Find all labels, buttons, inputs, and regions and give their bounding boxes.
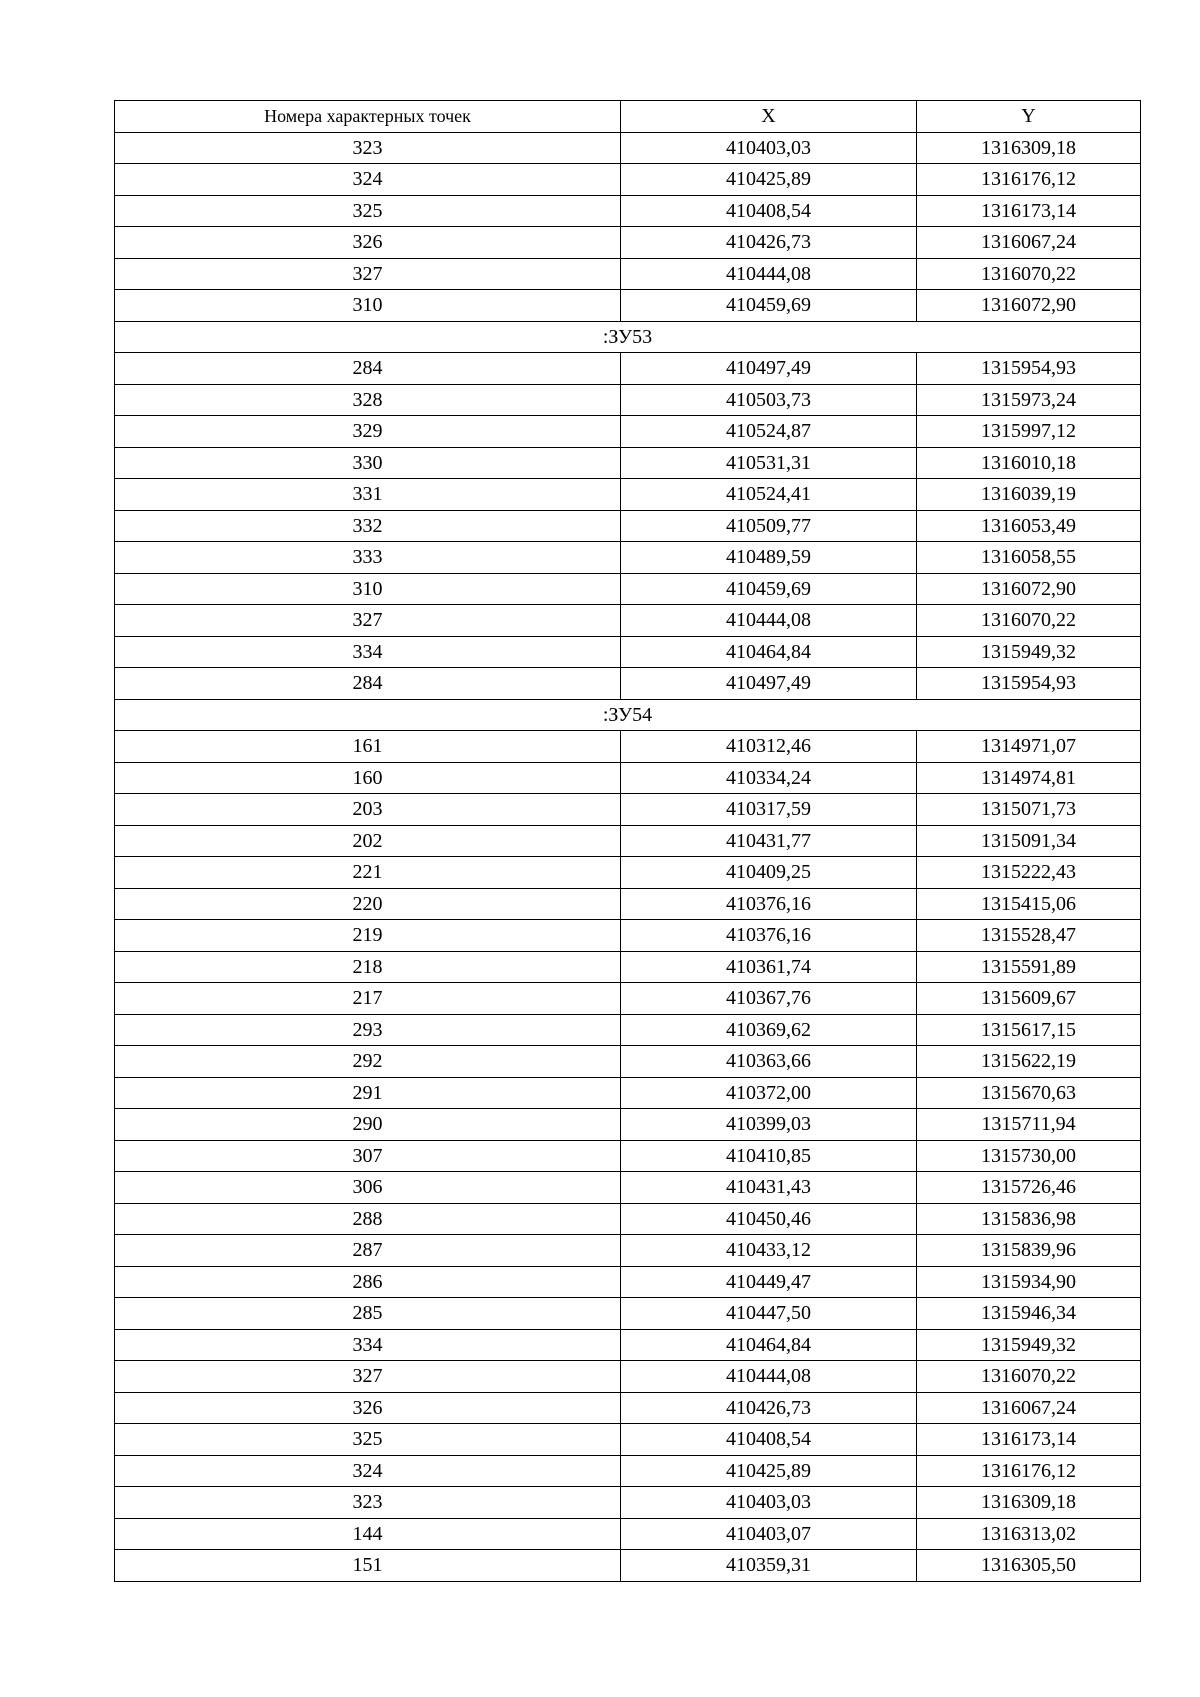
- cell-point-number: 325: [115, 1424, 621, 1456]
- table-row: [115, 227, 1141, 259]
- cell-y: 1316176,12: [917, 164, 1141, 196]
- cell-y: 1316309,18: [917, 1487, 1141, 1519]
- cell-point-number: 220: [115, 888, 621, 920]
- table-row: [115, 1298, 1141, 1330]
- header-x: X: [621, 101, 917, 133]
- cell-y: 1316072,90: [917, 290, 1141, 322]
- cell-x: 410524,41: [621, 479, 917, 511]
- table-row: [115, 983, 1141, 1015]
- cell-y: 1316173,14: [917, 1424, 1141, 1456]
- cell-y: 1316067,24: [917, 1392, 1141, 1424]
- cell-point-number: 328: [115, 384, 621, 416]
- cell-point-number: 324: [115, 164, 621, 196]
- cell-x: 410426,73: [621, 1392, 917, 1424]
- table-row: [115, 164, 1141, 196]
- cell-point-number: 290: [115, 1109, 621, 1141]
- section-label: :ЗУ53: [115, 321, 1141, 353]
- cell-x: 410410,85: [621, 1140, 917, 1172]
- table-row: [115, 1329, 1141, 1361]
- table-row: [115, 479, 1141, 511]
- cell-y: 1315528,47: [917, 920, 1141, 952]
- table-row: [115, 195, 1141, 227]
- cell-x: 410459,69: [621, 290, 917, 322]
- cell-x: 410489,59: [621, 542, 917, 574]
- table-row: [115, 1203, 1141, 1235]
- cell-point-number: 310: [115, 290, 621, 322]
- cell-y: 1316039,19: [917, 479, 1141, 511]
- table-row: [115, 132, 1141, 164]
- cell-x: 410497,49: [621, 668, 917, 700]
- table-row: [115, 573, 1141, 605]
- table-row: [115, 290, 1141, 322]
- cell-y: 1315946,34: [917, 1298, 1141, 1330]
- cell-x: 410464,84: [621, 636, 917, 668]
- cell-x: 410464,84: [621, 1329, 917, 1361]
- cell-point-number: 307: [115, 1140, 621, 1172]
- cell-x: 410497,49: [621, 353, 917, 385]
- table-row: [115, 542, 1141, 574]
- table-row: [115, 1046, 1141, 1078]
- cell-x: 410403,03: [621, 1487, 917, 1519]
- header-y: Y: [917, 101, 1141, 133]
- cell-y: 1316010,18: [917, 447, 1141, 479]
- cell-y: 1315730,00: [917, 1140, 1141, 1172]
- table-body: [115, 132, 1141, 1581]
- cell-point-number: 331: [115, 479, 621, 511]
- table-row: [115, 353, 1141, 385]
- cell-y: 1315617,15: [917, 1014, 1141, 1046]
- cell-point-number: 326: [115, 1392, 621, 1424]
- cell-y: 1315222,43: [917, 857, 1141, 889]
- cell-point-number: 144: [115, 1518, 621, 1550]
- cell-y: 1315949,32: [917, 1329, 1141, 1361]
- cell-x: 410369,62: [621, 1014, 917, 1046]
- table-row: [115, 384, 1141, 416]
- cell-y: 1316305,50: [917, 1550, 1141, 1582]
- cell-x: 410531,31: [621, 447, 917, 479]
- cell-point-number: 284: [115, 353, 621, 385]
- cell-x: 410372,00: [621, 1077, 917, 1109]
- cell-point-number: 327: [115, 258, 621, 290]
- cell-point-number: 288: [115, 1203, 621, 1235]
- table-row: [115, 1487, 1141, 1519]
- cell-point-number: 160: [115, 762, 621, 794]
- cell-y: 1315954,93: [917, 668, 1141, 700]
- cell-point-number: 310: [115, 573, 621, 605]
- cell-x: 410433,12: [621, 1235, 917, 1267]
- cell-y: 1315622,19: [917, 1046, 1141, 1078]
- cell-x: 410444,08: [621, 258, 917, 290]
- cell-x: 410425,89: [621, 1455, 917, 1487]
- table-row: [115, 1424, 1141, 1456]
- table-row: [115, 1235, 1141, 1267]
- table-row: [115, 668, 1141, 700]
- cell-x: 410363,66: [621, 1046, 917, 1078]
- table-row: [115, 416, 1141, 448]
- cell-point-number: 325: [115, 195, 621, 227]
- cell-x: 410459,69: [621, 573, 917, 605]
- cell-x: 410509,77: [621, 510, 917, 542]
- cell-point-number: 284: [115, 668, 621, 700]
- table-row: [115, 1140, 1141, 1172]
- cell-point-number: 306: [115, 1172, 621, 1204]
- cell-point-number: 285: [115, 1298, 621, 1330]
- table-row: [115, 825, 1141, 857]
- cell-y: 1316173,14: [917, 195, 1141, 227]
- cell-y: 1315670,63: [917, 1077, 1141, 1109]
- table-row: [115, 857, 1141, 889]
- cell-point-number: 327: [115, 1361, 621, 1393]
- cell-x: 410426,73: [621, 227, 917, 259]
- cell-point-number: 327: [115, 605, 621, 637]
- cell-x: 410317,59: [621, 794, 917, 826]
- cell-x: 410444,08: [621, 1361, 917, 1393]
- cell-y: 1316176,12: [917, 1455, 1141, 1487]
- cell-point-number: 329: [115, 416, 621, 448]
- cell-y: 1315726,46: [917, 1172, 1141, 1204]
- cell-x: 410312,46: [621, 731, 917, 763]
- cell-point-number: 151: [115, 1550, 621, 1582]
- table-row: [115, 1014, 1141, 1046]
- cell-y: 1316058,55: [917, 542, 1141, 574]
- cell-x: 410425,89: [621, 164, 917, 196]
- section-row: [115, 699, 1141, 731]
- table-row: [115, 920, 1141, 952]
- cell-y: 1315839,96: [917, 1235, 1141, 1267]
- cell-x: 410524,87: [621, 416, 917, 448]
- section-label: :ЗУ54: [115, 699, 1141, 731]
- header-row: [115, 101, 1141, 133]
- cell-y: 1316067,24: [917, 227, 1141, 259]
- cell-y: 1315954,93: [917, 353, 1141, 385]
- cell-x: 410444,08: [621, 605, 917, 637]
- cell-y: 1316309,18: [917, 132, 1141, 164]
- cell-point-number: 323: [115, 1487, 621, 1519]
- cell-point-number: 217: [115, 983, 621, 1015]
- cell-y: 1315091,34: [917, 825, 1141, 857]
- table-row: [115, 1392, 1141, 1424]
- table-row: [115, 1109, 1141, 1141]
- cell-point-number: 334: [115, 636, 621, 668]
- cell-x: 410376,16: [621, 888, 917, 920]
- cell-x: 410449,47: [621, 1266, 917, 1298]
- coordinates-table: [114, 100, 1141, 1582]
- cell-x: 410367,76: [621, 983, 917, 1015]
- cell-y: 1316070,22: [917, 1361, 1141, 1393]
- cell-point-number: 203: [115, 794, 621, 826]
- cell-x: 410447,50: [621, 1298, 917, 1330]
- cell-point-number: 333: [115, 542, 621, 574]
- cell-y: 1315609,67: [917, 983, 1141, 1015]
- cell-y: 1314971,07: [917, 731, 1141, 763]
- table-row: [115, 731, 1141, 763]
- table-row: [115, 951, 1141, 983]
- cell-x: 410409,25: [621, 857, 917, 889]
- table-row: [115, 510, 1141, 542]
- cell-point-number: 161: [115, 731, 621, 763]
- cell-y: 1314974,81: [917, 762, 1141, 794]
- cell-point-number: 326: [115, 227, 621, 259]
- section-row: [115, 321, 1141, 353]
- cell-x: 410450,46: [621, 1203, 917, 1235]
- cell-y: 1316053,49: [917, 510, 1141, 542]
- cell-y: 1316313,02: [917, 1518, 1141, 1550]
- table-row: [115, 1077, 1141, 1109]
- cell-x: 410403,03: [621, 132, 917, 164]
- cell-point-number: 202: [115, 825, 621, 857]
- table-row: [115, 1361, 1141, 1393]
- cell-point-number: 219: [115, 920, 621, 952]
- cell-x: 410503,73: [621, 384, 917, 416]
- cell-y: 1315415,06: [917, 888, 1141, 920]
- cell-point-number: 218: [115, 951, 621, 983]
- header-point-number: Номера характерных точек: [115, 101, 621, 133]
- cell-point-number: 330: [115, 447, 621, 479]
- cell-point-number: 221: [115, 857, 621, 889]
- cell-x: 410334,24: [621, 762, 917, 794]
- table-row: [115, 794, 1141, 826]
- cell-y: 1315949,32: [917, 636, 1141, 668]
- cell-y: 1315591,89: [917, 951, 1141, 983]
- table-row: [115, 1518, 1141, 1550]
- cell-point-number: 291: [115, 1077, 621, 1109]
- cell-y: 1315836,98: [917, 1203, 1141, 1235]
- table-row: [115, 605, 1141, 637]
- cell-point-number: 334: [115, 1329, 621, 1361]
- cell-point-number: 324: [115, 1455, 621, 1487]
- cell-point-number: 287: [115, 1235, 621, 1267]
- cell-y: 1316072,90: [917, 573, 1141, 605]
- cell-y: 1315997,12: [917, 416, 1141, 448]
- cell-x: 410431,43: [621, 1172, 917, 1204]
- cell-x: 410408,54: [621, 1424, 917, 1456]
- cell-y: 1316070,22: [917, 605, 1141, 637]
- table-row: [115, 1455, 1141, 1487]
- cell-x: 410361,74: [621, 951, 917, 983]
- cell-x: 410399,03: [621, 1109, 917, 1141]
- cell-x: 410403,07: [621, 1518, 917, 1550]
- table-header: [115, 101, 1141, 133]
- cell-y: 1315934,90: [917, 1266, 1141, 1298]
- cell-point-number: 286: [115, 1266, 621, 1298]
- table-row: [115, 1550, 1141, 1582]
- cell-x: 410408,54: [621, 195, 917, 227]
- table-row: [115, 258, 1141, 290]
- cell-x: 410431,77: [621, 825, 917, 857]
- table-row: [115, 1266, 1141, 1298]
- cell-y: 1315973,24: [917, 384, 1141, 416]
- table-row: [115, 762, 1141, 794]
- table-row: [115, 888, 1141, 920]
- cell-y: 1315071,73: [917, 794, 1141, 826]
- table-row: [115, 636, 1141, 668]
- cell-point-number: 323: [115, 132, 621, 164]
- cell-point-number: 293: [115, 1014, 621, 1046]
- table-row: [115, 447, 1141, 479]
- cell-point-number: 292: [115, 1046, 621, 1078]
- cell-x: 410376,16: [621, 920, 917, 952]
- cell-y: 1315711,94: [917, 1109, 1141, 1141]
- cell-point-number: 332: [115, 510, 621, 542]
- cell-y: 1316070,22: [917, 258, 1141, 290]
- cell-x: 410359,31: [621, 1550, 917, 1582]
- table-row: [115, 1172, 1141, 1204]
